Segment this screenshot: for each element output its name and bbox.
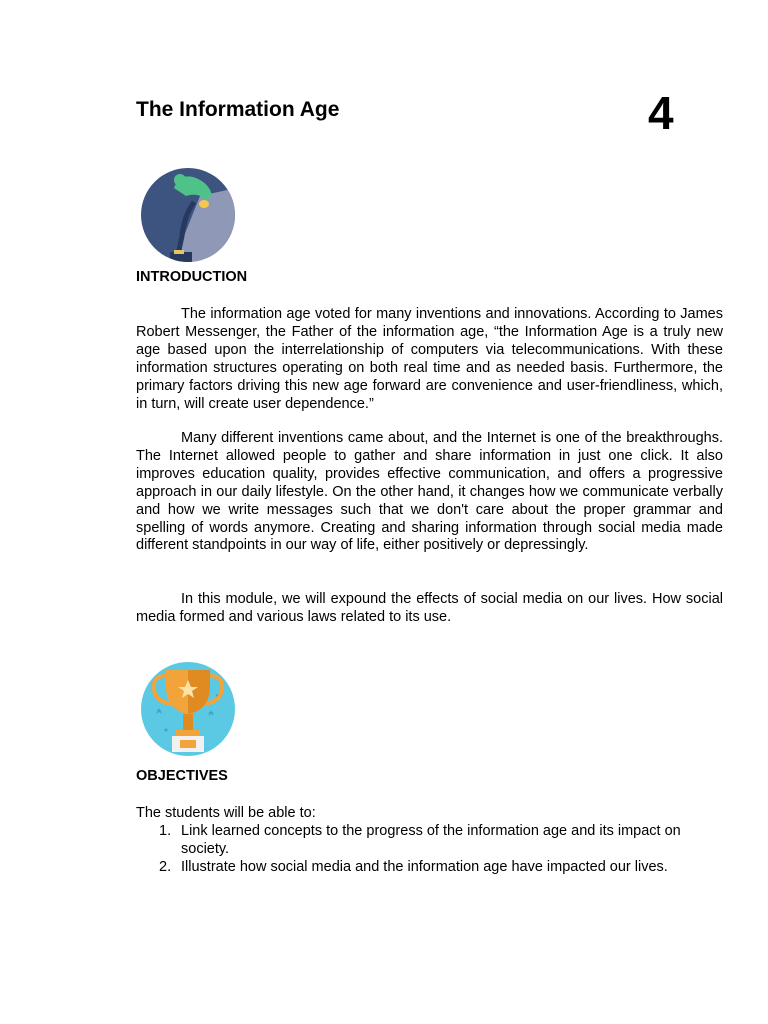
trophy-icon [140,660,236,758]
list-item-text: Illustrate how social media and the information age have impacted our lives. [181,858,668,875]
list-item-number: 1. [159,823,172,839]
list-item-number: 2. [159,858,172,875]
objectives-intro: The students will be able to: [136,805,316,821]
objectives-heading: OBJECTIVES [136,768,228,784]
introduction-heading: INTRODUCTION [136,269,248,285]
list-item [136,823,723,859]
list-item-text: Link learned concepts to the progress of the information age and its impact on society. [181,823,681,857]
intro-paragraph-2: Many different inventions came about, and the Internet is one of the breakthroughs. The Internet allowed people to gather and share information in just one click. It also improves education quality, provides effective communication, and offers a progressive approach in our daily lifestyle. On the other hand, it changes how we communicate verbally and how we write messages such that we don't care about the proper grammar and spelling of words anymore. Creating and sharing information through social media made different standpoints in our way of life, either positively or depressingly. [136,430,723,554]
desk-lamp-icon [140,166,236,264]
list-item [136,859,723,877]
intro-paragraph-1: The information age voted for many inventions and innovations. According to James Robert Messenger, the Father of the information age, “the Information Age is a truly new age based upon the interrelationship of computers via telecommunications. With these information structures operating on both real time and as needed basis. Furthermore, the primary factors driving this new age forward are convenience and user-friendliness, which, in turn, will create user dependence.” [136,306,723,412]
objectives-list [136,823,723,877]
chapter-number: 4 [648,87,674,139]
intro-paragraph-3: In this module, we will expound the effects of social media on our lives. How social media formed and various laws related to its use. [136,591,723,625]
page-title: The Information Age [136,98,340,121]
